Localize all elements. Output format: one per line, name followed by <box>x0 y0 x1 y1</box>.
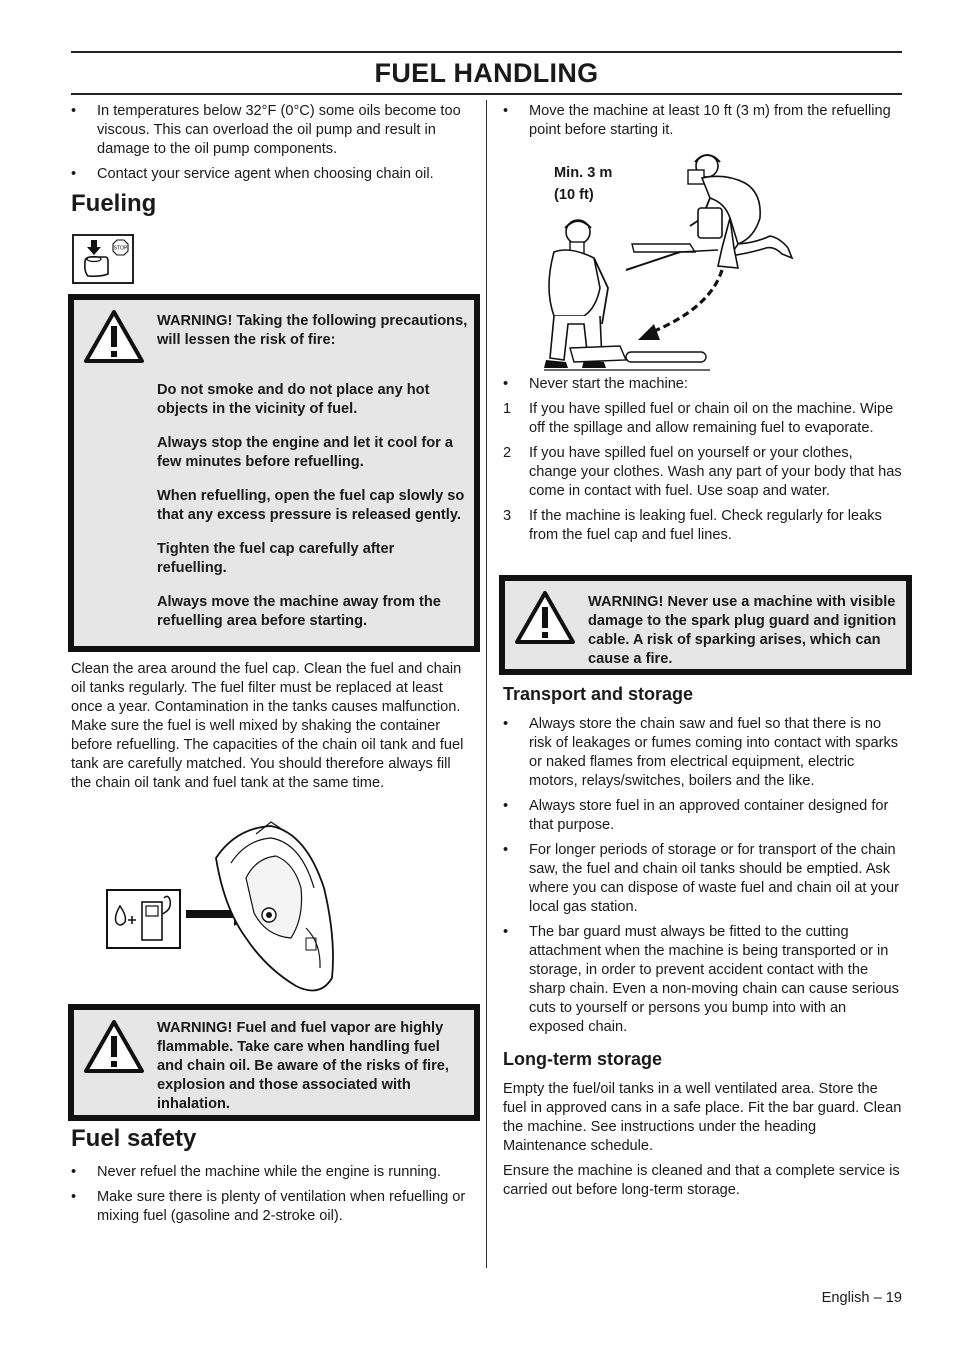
clean-paragraph: Clean the area around the fuel cap. Clean the fuel and chain oil tanks regularly. The fuel filter must be replaced at least once a year. Contamination in the tanks causes malfunction. Make sure the fuel is well mixed by shaking the container before refuelling. The capacities of the chain oil tank and fuel tank are carefully matched. You should therefore always fill the chain oil tank and fuel tank at the same time. <box>71 661 464 791</box>
fueling-symbol <box>72 234 134 284</box>
never-start-bullet-list <box>503 375 902 400</box>
list-item: • Make sure there is plenty of ventilation when refuelling or mixing fuel (gasoline and 2-stroke oil). <box>71 1188 473 1226</box>
list-item: • In temperatures below 32°F (0°C) some oils become too viscous. This can overload the oil pump and result in damage to the oil pump components. <box>71 102 473 159</box>
transport-bullet-list <box>503 715 902 1043</box>
list-item <box>503 444 902 501</box>
transport-storage-heading: Transport and storage <box>503 684 694 704</box>
stop-sign-label: STOP <box>113 245 128 252</box>
warning-box-spark-plug <box>499 575 912 675</box>
list-number: 2 <box>503 445 512 461</box>
warning-item: Tighten the fuel cap carefully after refuelling. <box>157 541 395 576</box>
warning-item: Do not smoke and do not place any hot objects in the vicinity of fuel. <box>157 382 430 417</box>
list-item: • Always store fuel in an approved container designed for that purpose. <box>503 797 902 835</box>
warning-triangle-icon <box>83 309 145 365</box>
distance-label-imperial: (10 ft) <box>554 187 594 203</box>
never-start-numbered-list <box>503 400 902 551</box>
list-item: • For longer periods of storage or for transport of the chain saw, the fuel and chain oil tanks should be emptied. Ask where you can dispose of waste fuel and chain oil at your local gas station. <box>503 841 902 917</box>
list-item: • The bar guard must always be fitted to the cutting attachment when the machine is being transported or in storage, in order to prevent accident contact with the sharp chain. Even a non-moving chain can cause serious cuts to yourself or persons you bump into with an exposed chain. <box>503 923 902 1037</box>
list-text: If you have spilled fuel on yourself or your clothes, change your clothes. Wash any part of your body that has come in contact with fuel. Use soap and water. <box>529 445 902 499</box>
list-item: • Never start the machine: <box>503 375 902 394</box>
distance-label <box>554 162 612 206</box>
header-rule-bottom <box>71 93 902 95</box>
list-number: 3 <box>503 508 512 524</box>
warning-text <box>157 312 468 646</box>
list-item: • Move the machine at least 10 ft (3 m) from the refuelling point before starting it. <box>503 102 902 140</box>
warning-item: When refuelling, open the fuel cap slowly so that any excess pressure is released gently. <box>157 488 465 523</box>
warning-triangle-icon <box>514 590 576 646</box>
distance-label-metric: Min. 3 m <box>554 165 613 181</box>
warning-lead: WARNING! Taking the following precautions, will lessen the risk of fire: <box>157 313 468 348</box>
list-item: • Always store the chain saw and fuel so that there is no risk of leakages or fumes coming into contact with sparks or naked flames from electrical equipment, electric motors, relays/switches, boilers and the like. <box>503 715 902 791</box>
warning-text: WARNING! Fuel and fuel vapor are highly flammable. Take care when handling fuel and chain oil. Be aware of the risks of fire, explosion and those associated with inhalation. <box>157 1020 449 1112</box>
refuel-illustration <box>106 818 346 1000</box>
long-term-storage-text <box>503 1080 902 1200</box>
warning-box-flammable <box>68 1004 480 1121</box>
warning-text: WARNING! Never use a machine with visible damage to the spark plug guard and ignition cable. A risk of sparking arises, which can cause a fire. <box>588 594 897 667</box>
list-item: • Never refuel the machine while the engine is running. <box>71 1163 473 1182</box>
list-number: 1 <box>503 401 512 417</box>
long-term-storage-heading: Long-term storage <box>503 1049 663 1069</box>
column-divider <box>486 100 487 1268</box>
stop-engine-refuel-icon <box>74 236 132 282</box>
move-bullet-list <box>503 102 902 146</box>
distance-illustration <box>530 148 800 372</box>
warning-triangle-icon <box>83 1019 145 1075</box>
left-column <box>71 102 473 190</box>
paragraph: Empty the fuel/oil tanks in a well ventilated area. Store the fuel in approved cans in a safe place. Fit the bar guard. Clean the machine. See instructions under the heading Maintenance schedule. <box>503 1081 902 1154</box>
page-number: English – 19 <box>821 1290 902 1306</box>
fuel-safety-bullet-list <box>71 1163 473 1232</box>
list-text: If you have spilled fuel or chain oil on the machine. Wipe off the spillage and allow remaining fuel to evaporate. <box>529 401 894 436</box>
list-item: • Contact your service agent when choosing chain oil. <box>71 165 473 184</box>
chainsaw-fuel-tank-image <box>106 818 346 1000</box>
fueling-heading: Fueling <box>71 190 157 217</box>
warning-item: Always stop the engine and let it cool for a few minutes before refuelling. <box>157 435 453 470</box>
list-text: If the machine is leaking fuel. Check regularly for leaks from the fuel cap and fuel lines. <box>529 508 882 543</box>
paragraph: Ensure the machine is cleaned and that a complete service is carried out before long-term storage. <box>503 1163 900 1198</box>
header-rule-top <box>71 51 902 53</box>
warning-item: Always move the machine away from the refuelling area before starting. <box>157 594 441 629</box>
fuel-safety-heading: Fuel safety <box>71 1125 197 1152</box>
list-item <box>503 507 902 545</box>
warning-box-fire-precautions <box>68 294 480 652</box>
list-item <box>503 400 902 438</box>
page-title: FUEL HANDLING <box>374 58 599 88</box>
intro-bullet-list <box>71 102 473 184</box>
